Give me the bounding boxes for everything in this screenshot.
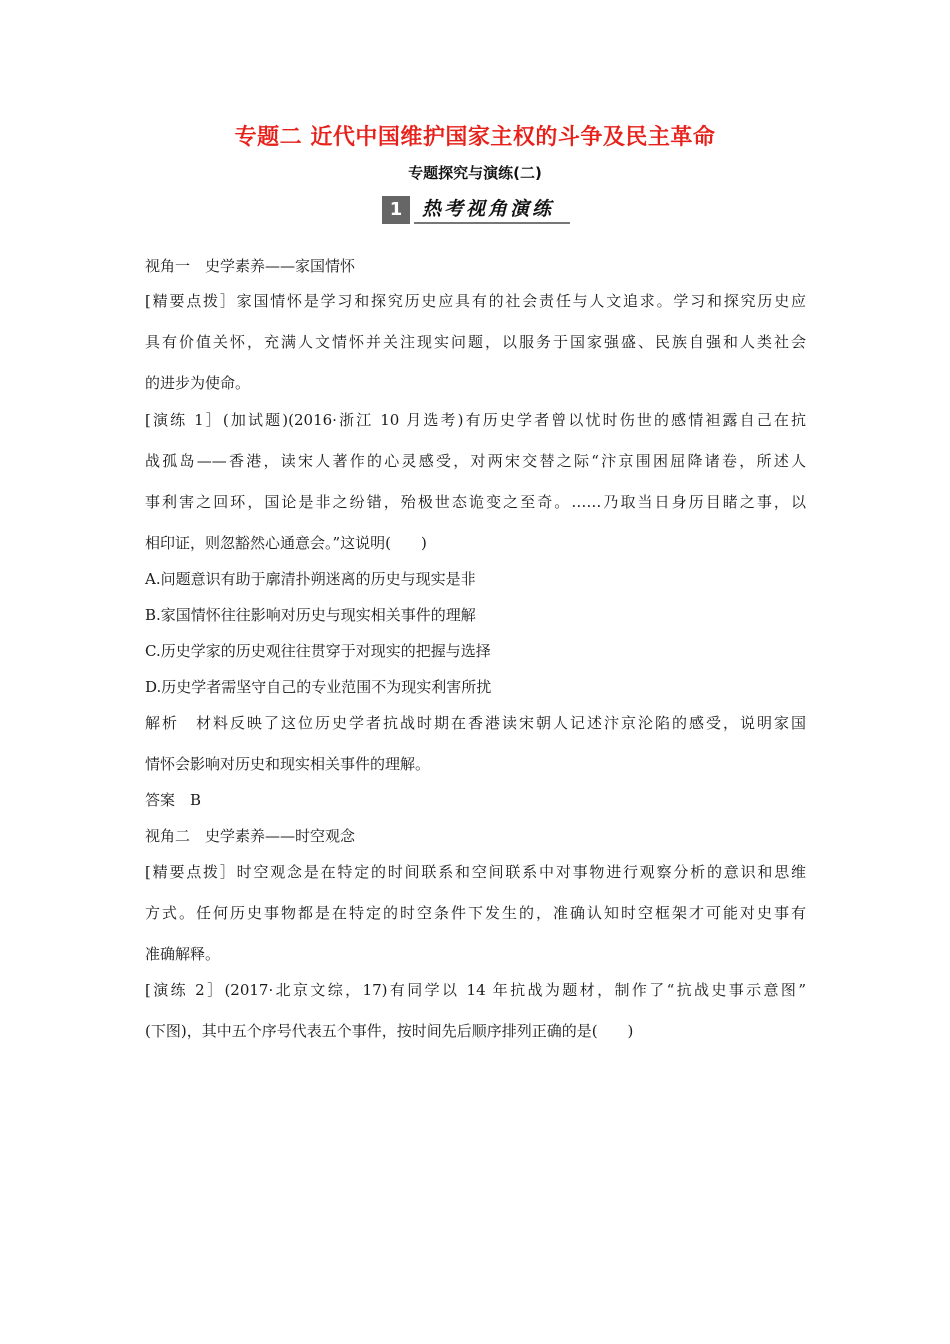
section-underline: [414, 222, 570, 224]
section-number-badge: 1: [382, 196, 410, 224]
analysis-line-1: 解析 材料反映了这位历史学者抗战时期在香港读宋朝人记述汴京沦陷的感受，说明家国: [145, 714, 806, 732]
exercise-1-line-3: 事利害之回环，国论是非之纷错，殆极世态诡变之至奇。……乃取当日身历目睹之事，以: [145, 493, 806, 511]
tip-1-line-2: 具有价值关怀，充满人文情怀并关注现实问题，以服务于国家强盛、民族自强和人类社会: [145, 333, 806, 351]
section-label: 热考视角演练: [422, 198, 555, 220]
option-d: D.历史学者需坚守自己的专业范围不为现实利害所扰: [145, 678, 492, 696]
analysis-line-2: 情怀会影响对历史和现实相关事件的理解。: [145, 755, 431, 773]
page-title: 专题二 近代中国维护国家主权的斗争及民主革命: [234, 125, 716, 150]
tip-2-line-2: 方式。任何历史事物都是在特定的时空条件下发生的，准确认知时空框架才可能对史事有: [145, 904, 806, 922]
tip-2-line-3: 准确解释。: [145, 945, 221, 963]
tip-1-line-1: [精要点拨］家国情怀是学习和探究历史应具有的社会责任与人文追求。学习和探究历史应: [145, 292, 806, 310]
tip-2-line-1: [精要点拨］时空观念是在特定的时间联系和空间联系中对事物进行观察分析的意识和思维: [145, 863, 806, 881]
option-a: A.问题意识有助于廓清扑朔迷离的历史与现实是非: [145, 570, 476, 588]
answer-1: 答案 B: [145, 791, 202, 809]
page-subtitle: 专题探究与演练(二): [408, 164, 542, 182]
option-b: B.家国情怀往往影响对历史与现实相关事件的理解: [145, 606, 476, 624]
exercise-2-line-1: [演练 2］(2017·北京文综，17)有同学以 14 年抗战为题材，制作了“抗战史事示意图”: [145, 981, 806, 999]
section-banner: [382, 196, 570, 224]
tip-1-line-3: 的进步为使命。: [145, 374, 251, 392]
perspective-2-heading: 视角二 史学素养——时空观念: [145, 827, 356, 845]
exercise-1-line-4: 相印证，则忽豁然心通意会。”这说明( ): [145, 534, 427, 552]
exercise-1-line-2: 战孤岛——香港，读宋人著作的心灵感受，对两宋交替之际“汴京围困屈降诸卷，所述人: [145, 452, 806, 470]
perspective-1-heading: 视角一 史学素养——家国情怀: [145, 257, 356, 275]
exercise-2-line-2: (下图)，其中五个序号代表五个事件，按时间先后顺序排列正确的是( ): [145, 1022, 634, 1040]
option-c: C.历史学家的历史观往往贯穿于对现实的把握与选择: [145, 642, 491, 660]
exercise-1-line-1: [演练 1］(加试题)(2016·浙江 10 月选考)有历史学者曾以忧时伤世的感情袒露自己在抗: [145, 411, 806, 429]
